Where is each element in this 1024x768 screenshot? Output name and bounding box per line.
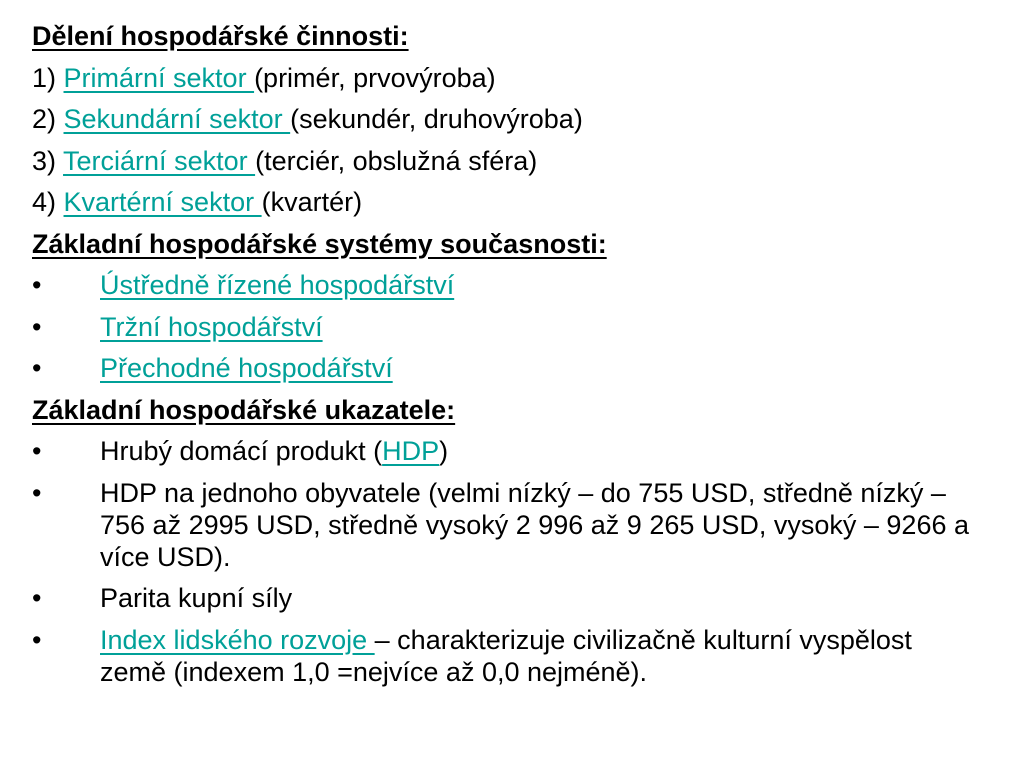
- item-number: 2): [32, 104, 64, 134]
- list-item-indicator-ppp: [32, 582, 992, 614]
- link-central-economy[interactable]: Ústředně řízené hospodářství: [100, 270, 455, 300]
- item-text: Hrubý domácí produkt (: [100, 436, 383, 466]
- item-text: – charakterizuje civilizačně kulturní vyspělost země (indexem 1,0 =nejvíce až 0,0 nejméně).: [100, 624, 912, 687]
- item-description: (sekundér, druhovýroba): [290, 104, 583, 134]
- item-number: 1): [32, 62, 64, 93]
- list-item-system-3: [32, 352, 992, 384]
- list-item-sector-3: [32, 145, 992, 177]
- bullet-icon: •: [32, 436, 42, 466]
- bullet-icon: •: [32, 477, 42, 508]
- list-item-indicator-hdi: [32, 624, 992, 688]
- list-item-indicator-gdp-per-capita: [32, 477, 992, 573]
- list-item-system-1: [32, 269, 992, 301]
- bullet-icon: •: [32, 583, 42, 613]
- item-description: (terciér, obslužná sféra): [255, 145, 538, 176]
- section-heading-systems: Základní hospodářské systémy současnosti:: [32, 228, 607, 259]
- bullet-icon: •: [32, 270, 42, 300]
- list-item-indicator-gdp: [32, 435, 992, 467]
- bullet-icon: •: [32, 624, 42, 655]
- link-primary-sector[interactable]: Primární sektor: [63, 62, 255, 93]
- list-item-sector-2: [32, 103, 992, 135]
- item-number: 4): [32, 187, 64, 217]
- item-description: (primér, prvovýroba): [254, 62, 496, 93]
- slide-content: [32, 20, 992, 697]
- link-hdp[interactable]: HDP: [382, 436, 440, 466]
- item-text: Parita kupní síly: [100, 583, 293, 613]
- bullet-icon: •: [32, 311, 42, 342]
- section-heading-indicators: Základní hospodářské ukazatele:: [32, 394, 456, 425]
- list-item-system-2: [32, 311, 992, 343]
- link-market-economy[interactable]: Tržní hospodářství: [100, 311, 323, 342]
- list-item-sector-4: [32, 186, 992, 218]
- item-text-wrapper: [100, 624, 980, 688]
- link-secondary-sector[interactable]: Sekundární sektor: [63, 104, 291, 134]
- bullet-icon: •: [32, 353, 42, 383]
- item-number: 3): [32, 145, 64, 176]
- list-item-sector-1: [32, 62, 992, 94]
- item-text: HDP na jednoho obyvatele (velmi nízký – do 755 USD, středně nízký – 756 až 2995 USD, středně vysoký 2 996 až 9 265 USD, vysoký – 9266 a více USD).: [100, 477, 969, 572]
- section-heading-activities: Dělení hospodářské činnosti:: [32, 21, 409, 51]
- item-description: (kvartér): [261, 187, 363, 217]
- link-quaternary-sector[interactable]: Kvartérní sektor: [63, 187, 262, 217]
- link-human-development-index[interactable]: Index lidského rozvoje: [100, 624, 375, 655]
- link-transitional-economy[interactable]: Přechodné hospodářství: [100, 353, 393, 383]
- link-tertiary-sector[interactable]: Terciární sektor: [63, 145, 256, 176]
- item-text: ): [439, 436, 449, 466]
